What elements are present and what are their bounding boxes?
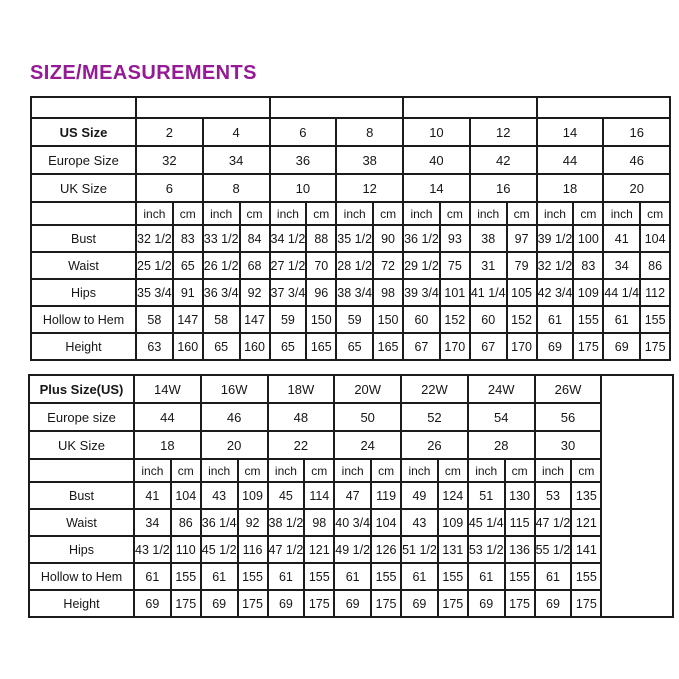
cm-value-cell: 126: [371, 536, 401, 563]
inch-value-cell: 51: [468, 482, 505, 509]
cm-unit-cell: cm: [240, 202, 270, 225]
spacer-cell: [136, 97, 270, 118]
cm-value-cell: 90: [373, 225, 403, 252]
size-value-cell: 14: [403, 174, 470, 202]
size-value-cell: 24W: [468, 375, 535, 403]
inch-value-cell: 28 1/2: [336, 252, 373, 279]
inch-value-cell: 61: [201, 563, 238, 590]
cm-unit-cell: cm: [371, 459, 401, 482]
cm-value-cell: 105: [507, 279, 537, 306]
inch-value-cell: 61: [268, 563, 305, 590]
size-value-cell: 34: [203, 146, 270, 174]
inch-value-cell: 58: [136, 306, 173, 333]
inch-value-cell: 34: [603, 252, 640, 279]
inch-value-cell: 44 1/4: [603, 279, 640, 306]
cm-value-cell: 92: [240, 279, 270, 306]
inch-value-cell: 53 1/2: [468, 536, 505, 563]
inch-value-cell: 69: [134, 590, 171, 617]
inch-unit-cell: inch: [403, 202, 440, 225]
inch-value-cell: 63: [136, 333, 173, 360]
inch-unit-cell: inch: [201, 459, 238, 482]
inch-value-cell: 69: [401, 590, 438, 617]
inch-value-cell: 42 3/4: [537, 279, 574, 306]
cm-value-cell: 104: [171, 482, 201, 509]
row-label-cell: Height: [31, 333, 136, 360]
inch-value-cell: 39 1/2: [537, 225, 574, 252]
inch-value-cell: 60: [403, 306, 440, 333]
size-header-row: [29, 403, 673, 431]
size-value-cell: 48: [268, 403, 335, 431]
inch-value-cell: 41 1/4: [470, 279, 507, 306]
inch-value-cell: 41: [603, 225, 640, 252]
cm-value-cell: 175: [171, 590, 201, 617]
inch-value-cell: 27 1/2: [270, 252, 307, 279]
cm-value-cell: 155: [371, 563, 401, 590]
spacer-row: [31, 97, 670, 118]
inch-value-cell: 55 1/2: [535, 536, 572, 563]
inch-unit-cell: inch: [470, 202, 507, 225]
cm-value-cell: 175: [505, 590, 535, 617]
inch-value-cell: 43: [401, 509, 438, 536]
inch-value-cell: 38 3/4: [336, 279, 373, 306]
size-value-cell: 10: [270, 174, 337, 202]
inch-value-cell: 33 1/2: [203, 225, 240, 252]
inch-value-cell: 41: [134, 482, 171, 509]
inch-unit-cell: inch: [336, 202, 373, 225]
inch-value-cell: 43 1/2: [134, 536, 171, 563]
inch-value-cell: 47 1/2: [535, 509, 572, 536]
cm-value-cell: 72: [373, 252, 403, 279]
size-value-cell: 8: [203, 174, 270, 202]
size-value-cell: 14W: [134, 375, 201, 403]
cm-value-cell: 147: [173, 306, 203, 333]
cm-unit-cell: cm: [571, 459, 601, 482]
measurement-row: [31, 252, 670, 279]
cm-value-cell: 112: [640, 279, 670, 306]
size-value-cell: 52: [401, 403, 468, 431]
inch-value-cell: 61: [334, 563, 371, 590]
row-label-cell: UK Size: [31, 174, 136, 202]
cm-value-cell: 160: [173, 333, 203, 360]
cm-value-cell: 93: [440, 225, 470, 252]
size-value-cell: 18: [134, 431, 201, 459]
inch-value-cell: 36 3/4: [203, 279, 240, 306]
inch-value-cell: 69: [535, 590, 572, 617]
row-label-cell: Europe size: [29, 403, 134, 431]
cm-value-cell: 70: [306, 252, 336, 279]
inch-value-cell: 65: [270, 333, 307, 360]
inch-value-cell: 45 1/4: [468, 509, 505, 536]
size-value-cell: 14: [537, 118, 604, 146]
measurement-row: [31, 279, 670, 306]
cm-value-cell: 136: [505, 536, 535, 563]
cm-value-cell: 175: [438, 590, 468, 617]
size-value-cell: 26: [401, 431, 468, 459]
inch-value-cell: 45: [268, 482, 305, 509]
row-label-cell: Europe Size: [31, 146, 136, 174]
inch-value-cell: 65: [203, 333, 240, 360]
cm-value-cell: 86: [640, 252, 670, 279]
cm-unit-cell: cm: [373, 202, 403, 225]
cm-unit-cell: cm: [505, 459, 535, 482]
inch-value-cell: 39 3/4: [403, 279, 440, 306]
inch-value-cell: 69: [334, 590, 371, 617]
unit-header-row: [31, 202, 670, 225]
cm-value-cell: 109: [573, 279, 603, 306]
size-value-cell: 22: [268, 431, 335, 459]
cm-unit-cell: cm: [640, 202, 670, 225]
inch-unit-cell: inch: [203, 202, 240, 225]
row-label-cell: UK Size: [29, 431, 134, 459]
measurement-row: [29, 482, 673, 509]
size-value-cell: 20: [603, 174, 670, 202]
inch-value-cell: 38: [470, 225, 507, 252]
size-value-cell: 4: [203, 118, 270, 146]
size-value-cell: 20W: [334, 375, 401, 403]
inch-unit-cell: inch: [468, 459, 505, 482]
row-label-cell: Waist: [29, 509, 134, 536]
size-value-cell: 32: [136, 146, 203, 174]
cm-value-cell: 155: [571, 563, 601, 590]
cm-unit-cell: cm: [304, 459, 334, 482]
cm-value-cell: 130: [505, 482, 535, 509]
inch-value-cell: 61: [401, 563, 438, 590]
size-value-cell: 2: [136, 118, 203, 146]
inch-value-cell: 69: [201, 590, 238, 617]
cm-value-cell: 92: [238, 509, 268, 536]
cm-unit-cell: cm: [171, 459, 201, 482]
cm-value-cell: 119: [371, 482, 401, 509]
cm-value-cell: 114: [304, 482, 334, 509]
size-value-cell: 18: [537, 174, 604, 202]
cm-value-cell: 165: [373, 333, 403, 360]
inch-value-cell: 61: [535, 563, 572, 590]
row-label-cell: US Size: [31, 118, 136, 146]
size-value-cell: 6: [270, 118, 337, 146]
measurement-row: [29, 563, 673, 590]
row-label-cell: Bust: [31, 225, 136, 252]
inch-value-cell: 65: [336, 333, 373, 360]
inch-value-cell: 31: [470, 252, 507, 279]
inch-value-cell: 36 1/4: [201, 509, 238, 536]
inch-value-cell: 69: [268, 590, 305, 617]
cm-value-cell: 104: [371, 509, 401, 536]
cm-value-cell: 175: [304, 590, 334, 617]
size-value-cell: 26W: [535, 375, 602, 403]
cm-value-cell: 100: [573, 225, 603, 252]
cm-value-cell: 83: [573, 252, 603, 279]
size-value-cell: 8: [336, 118, 403, 146]
inch-value-cell: 61: [468, 563, 505, 590]
measurement-row: [31, 225, 670, 252]
size-value-cell: 50: [334, 403, 401, 431]
cm-value-cell: 131: [438, 536, 468, 563]
cm-value-cell: 175: [238, 590, 268, 617]
inch-unit-cell: inch: [334, 459, 371, 482]
cm-value-cell: 104: [640, 225, 670, 252]
cm-value-cell: 98: [304, 509, 334, 536]
spacer-cell: [537, 97, 671, 118]
cm-value-cell: 68: [240, 252, 270, 279]
unit-label-cell: [29, 459, 134, 482]
inch-value-cell: 67: [403, 333, 440, 360]
row-label-cell: Plus Size(US): [29, 375, 134, 403]
cm-unit-cell: cm: [573, 202, 603, 225]
size-value-cell: 36: [270, 146, 337, 174]
cm-unit-cell: cm: [238, 459, 268, 482]
size-value-cell: 12: [470, 118, 537, 146]
size-value-cell: 18W: [268, 375, 335, 403]
cm-value-cell: 141: [571, 536, 601, 563]
inch-value-cell: 49 1/2: [334, 536, 371, 563]
cm-value-cell: 115: [505, 509, 535, 536]
size-value-cell: 20: [201, 431, 268, 459]
size-value-cell: 16W: [201, 375, 268, 403]
inch-value-cell: 40 3/4: [334, 509, 371, 536]
size-value-cell: 44: [134, 403, 201, 431]
inch-value-cell: 32 1/2: [136, 225, 173, 252]
cm-value-cell: 170: [507, 333, 537, 360]
inch-value-cell: 36 1/2: [403, 225, 440, 252]
measurement-row: [29, 509, 673, 536]
measurement-row: [31, 306, 670, 333]
cm-value-cell: 124: [438, 482, 468, 509]
cm-value-cell: 86: [171, 509, 201, 536]
cm-value-cell: 79: [507, 252, 537, 279]
inch-value-cell: 34 1/2: [270, 225, 307, 252]
row-label-cell: Height: [29, 590, 134, 617]
inch-value-cell: 53: [535, 482, 572, 509]
row-label-cell: Bust: [29, 482, 134, 509]
cm-value-cell: 91: [173, 279, 203, 306]
cm-unit-cell: cm: [440, 202, 470, 225]
cm-value-cell: 155: [238, 563, 268, 590]
inch-unit-cell: inch: [270, 202, 307, 225]
inch-value-cell: 69: [603, 333, 640, 360]
inch-value-cell: 49: [401, 482, 438, 509]
inch-value-cell: 61: [134, 563, 171, 590]
size-value-cell: 40: [403, 146, 470, 174]
empty-trailing-cell: [601, 375, 673, 617]
inch-unit-cell: inch: [401, 459, 438, 482]
inch-value-cell: 32 1/2: [537, 252, 574, 279]
cm-value-cell: 155: [304, 563, 334, 590]
row-label-cell: Hips: [29, 536, 134, 563]
size-value-cell: 46: [603, 146, 670, 174]
cm-value-cell: 150: [306, 306, 336, 333]
cm-value-cell: 175: [571, 590, 601, 617]
size-value-cell: 28: [468, 431, 535, 459]
inch-value-cell: 35 3/4: [136, 279, 173, 306]
inch-value-cell: 47: [334, 482, 371, 509]
cm-value-cell: 175: [640, 333, 670, 360]
size-value-cell: 12: [336, 174, 403, 202]
cm-value-cell: 101: [440, 279, 470, 306]
size-header-row: [29, 375, 673, 403]
cm-value-cell: 84: [240, 225, 270, 252]
inch-value-cell: 26 1/2: [203, 252, 240, 279]
size-value-cell: 22W: [401, 375, 468, 403]
cm-value-cell: 147: [240, 306, 270, 333]
cm-value-cell: 121: [571, 509, 601, 536]
measurement-row: [29, 590, 673, 617]
spacer-cell: [270, 97, 404, 118]
cm-value-cell: 65: [173, 252, 203, 279]
inch-value-cell: 37 3/4: [270, 279, 307, 306]
cm-value-cell: 170: [440, 333, 470, 360]
row-label-cell: Hips: [31, 279, 136, 306]
cm-value-cell: 155: [573, 306, 603, 333]
inch-value-cell: 58: [203, 306, 240, 333]
size-value-cell: 38: [336, 146, 403, 174]
cm-value-cell: 160: [240, 333, 270, 360]
inch-unit-cell: inch: [136, 202, 173, 225]
cm-value-cell: 155: [171, 563, 201, 590]
cm-unit-cell: cm: [306, 202, 336, 225]
inch-value-cell: 47 1/2: [268, 536, 305, 563]
inch-value-cell: 60: [470, 306, 507, 333]
inch-value-cell: 34: [134, 509, 171, 536]
cm-value-cell: 110: [171, 536, 201, 563]
spacer-label-cell: [31, 97, 136, 118]
inch-value-cell: 61: [603, 306, 640, 333]
size-value-cell: 30: [535, 431, 602, 459]
cm-unit-cell: cm: [507, 202, 537, 225]
cm-unit-cell: cm: [438, 459, 468, 482]
size-value-cell: 54: [468, 403, 535, 431]
size-value-cell: 6: [136, 174, 203, 202]
cm-value-cell: 155: [640, 306, 670, 333]
cm-value-cell: 88: [306, 225, 336, 252]
cm-value-cell: 96: [306, 279, 336, 306]
cm-value-cell: 165: [306, 333, 336, 360]
inch-value-cell: 69: [537, 333, 574, 360]
inch-value-cell: 43: [201, 482, 238, 509]
standard-sizes-table: [30, 96, 671, 361]
cm-value-cell: 150: [373, 306, 403, 333]
inch-value-cell: 67: [470, 333, 507, 360]
size-value-cell: 16: [470, 174, 537, 202]
unit-header-row: [29, 459, 673, 482]
cm-value-cell: 152: [440, 306, 470, 333]
cm-value-cell: 98: [373, 279, 403, 306]
measurement-row: [29, 536, 673, 563]
inch-value-cell: 45 1/2: [201, 536, 238, 563]
size-header-row: [31, 174, 670, 202]
unit-label-cell: [31, 202, 136, 225]
size-header-row: [31, 146, 670, 174]
size-value-cell: 10: [403, 118, 470, 146]
cm-value-cell: 121: [304, 536, 334, 563]
cm-value-cell: 75: [440, 252, 470, 279]
size-value-cell: 24: [334, 431, 401, 459]
plus-sizes-table: [28, 374, 674, 618]
cm-value-cell: 155: [505, 563, 535, 590]
row-label-cell: Hollow to Hem: [31, 306, 136, 333]
row-label-cell: Waist: [31, 252, 136, 279]
size-header-row: [29, 431, 673, 459]
size-value-cell: 42: [470, 146, 537, 174]
cm-value-cell: 109: [238, 482, 268, 509]
inch-value-cell: 25 1/2: [136, 252, 173, 279]
cm-value-cell: 116: [238, 536, 268, 563]
measurement-row: [31, 333, 670, 360]
row-label-cell: Hollow to Hem: [29, 563, 134, 590]
cm-unit-cell: cm: [173, 202, 203, 225]
inch-value-cell: 35 1/2: [336, 225, 373, 252]
inch-value-cell: 38 1/2: [268, 509, 305, 536]
cm-value-cell: 109: [438, 509, 468, 536]
inch-value-cell: 59: [336, 306, 373, 333]
size-value-cell: 16: [603, 118, 670, 146]
inch-value-cell: 69: [468, 590, 505, 617]
inch-value-cell: 61: [537, 306, 574, 333]
cm-value-cell: 83: [173, 225, 203, 252]
cm-value-cell: 152: [507, 306, 537, 333]
size-value-cell: 56: [535, 403, 602, 431]
inch-unit-cell: inch: [268, 459, 305, 482]
size-header-row: [31, 118, 670, 146]
size-value-cell: 44: [537, 146, 604, 174]
cm-value-cell: 175: [573, 333, 603, 360]
inch-value-cell: 51 1/2: [401, 536, 438, 563]
cm-value-cell: 135: [571, 482, 601, 509]
inch-unit-cell: inch: [537, 202, 574, 225]
inch-value-cell: 29 1/2: [403, 252, 440, 279]
cm-value-cell: 155: [438, 563, 468, 590]
page-title: SIZE/MEASUREMENTS: [30, 62, 257, 84]
inch-unit-cell: inch: [535, 459, 572, 482]
inch-value-cell: 59: [270, 306, 307, 333]
inch-unit-cell: inch: [134, 459, 171, 482]
cm-value-cell: 97: [507, 225, 537, 252]
size-value-cell: 46: [201, 403, 268, 431]
cm-value-cell: 175: [371, 590, 401, 617]
spacer-cell: [403, 97, 537, 118]
inch-unit-cell: inch: [603, 202, 640, 225]
